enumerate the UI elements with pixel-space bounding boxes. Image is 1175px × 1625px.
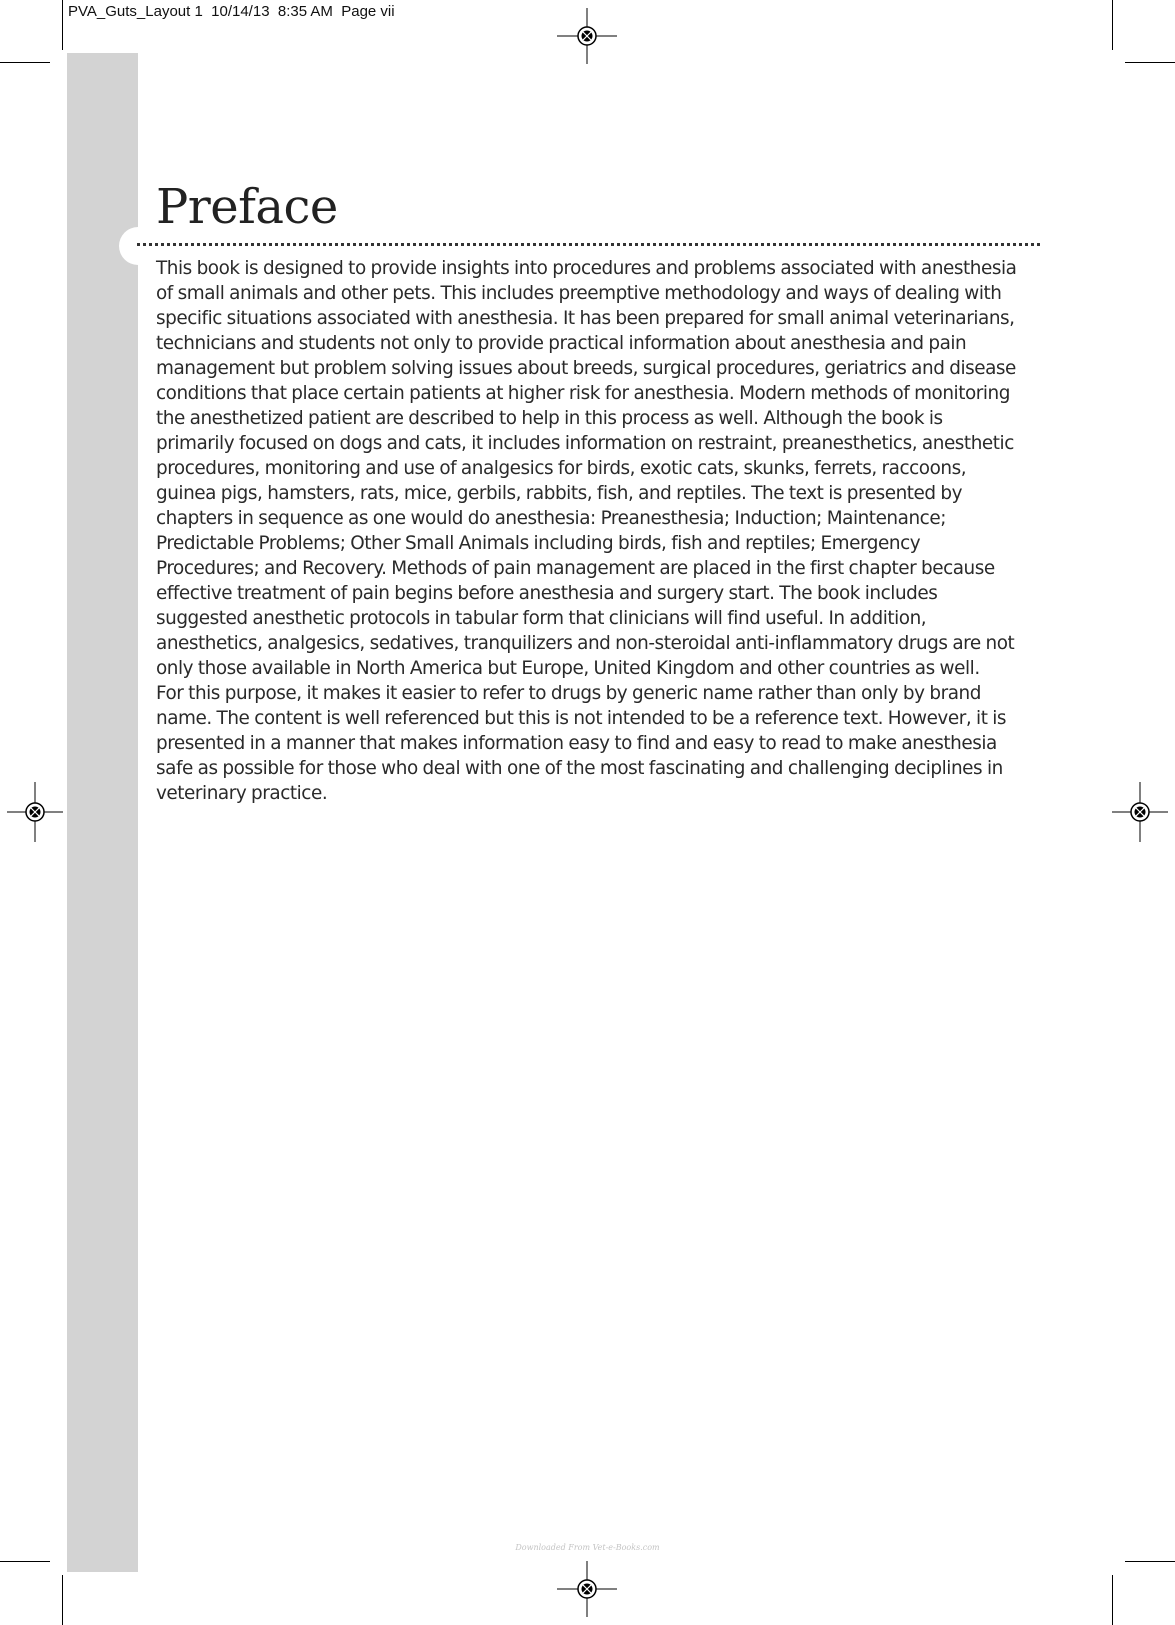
crop-mark-top-left-vertical — [62, 0, 63, 50]
paragraph-line: the anesthetized patient are described to help in this process as well. Although the book is — [156, 408, 943, 429]
paragraph-line: safe as possible for those who deal with one of the most fascinating and challenging deciplines in — [156, 758, 1003, 779]
crop-mark-bottom-right-vertical — [1112, 1575, 1113, 1625]
paragraph-line: This book is designed to provide insights into procedures and problems associated with anesthesia — [156, 258, 1017, 279]
page-sidebar-band — [67, 53, 138, 1572]
paragraph-line: anesthetics, analgesics, sedatives, tranquilizers and non-steroidal anti-inflammatory drugs are not — [156, 633, 1015, 654]
paragraph-line: technicians and students not only to provide practical information about anesthesia and pain — [156, 333, 967, 354]
paragraph-line: suggested anesthetic protocols in tabular form that clinicians will find useful. In addition, — [156, 608, 927, 629]
paragraph-line: chapters in sequence as one would do anesthesia: Preanesthesia; Induction; Maintenance; — [156, 508, 946, 529]
paragraph-line: effective treatment of pain begins before anesthesia and surgery start. The book includes — [156, 583, 938, 604]
paragraph-line: For this purpose, it makes it easier to refer to drugs by generic name rather than only by brand — [156, 683, 981, 704]
download-watermark: Downloaded From Vet-e-Books.com — [515, 1543, 660, 1552]
title-dotted-rule — [137, 243, 1040, 246]
registration-mark-icon — [1110, 782, 1170, 842]
printer-slug: PVA_Guts_Layout 1 10/14/13 8:35 AM Page vii — [68, 3, 395, 20]
page-title: Preface — [156, 179, 338, 235]
paragraph-line: conditions that place certain patients at higher risk for anesthesia. Modern methods of monitoring — [156, 383, 1010, 404]
paragraph-line: presented in a manner that makes information easy to find and easy to read to make anesthesia — [156, 733, 997, 754]
paragraph-line: veterinary practice. — [156, 783, 328, 804]
paragraph-line: primarily focused on dogs and cats, it includes information on restraint, preanesthetics, anesthetic — [156, 433, 1014, 454]
paragraph-line: of small animals and other pets. This includes preemptive methodology and ways of dealing with — [156, 283, 1002, 304]
paragraph-line: specific situations associated with anesthesia. It has been prepared for small animal veterinarians, — [156, 308, 1015, 329]
crop-mark-top-right-vertical — [1112, 0, 1113, 50]
paragraph-line: management but problem solving issues about breeds, surgical procedures, geriatrics and disease — [156, 358, 1016, 379]
crop-mark-bottom-right-horizontal — [1125, 1561, 1175, 1562]
registration-mark-icon — [557, 1559, 617, 1619]
registration-mark-icon — [557, 6, 617, 66]
paragraph-line: only those available in North America but Europe, United Kingdom and other countries as well. — [156, 658, 980, 679]
preface-paragraph — [156, 256, 1041, 806]
crop-mark-top-left-horizontal — [0, 62, 50, 63]
sidebar-tab-notch — [119, 227, 157, 265]
registration-mark-icon — [5, 782, 65, 842]
paragraph-line: Predictable Problems; Other Small Animals including birds, fish and reptiles; Emergency — [156, 533, 921, 554]
paragraph-line: Procedures; and Recovery. Methods of pain management are placed in the first chapter because — [156, 558, 995, 579]
crop-mark-bottom-left-horizontal — [0, 1561, 50, 1562]
crop-mark-bottom-left-vertical — [62, 1575, 63, 1625]
crop-mark-top-right-horizontal — [1125, 62, 1175, 63]
paragraph-line: procedures, monitoring and use of analgesics for birds, exotic cats, skunks, ferrets, raccoons, — [156, 458, 967, 479]
paragraph-line: guinea pigs, hamsters, rats, mice, gerbils, rabbits, fish, and reptiles. The text is presented by — [156, 483, 963, 504]
paragraph-line: name. The content is well referenced but this is not intended to be a reference text. However, it is — [156, 708, 1007, 729]
